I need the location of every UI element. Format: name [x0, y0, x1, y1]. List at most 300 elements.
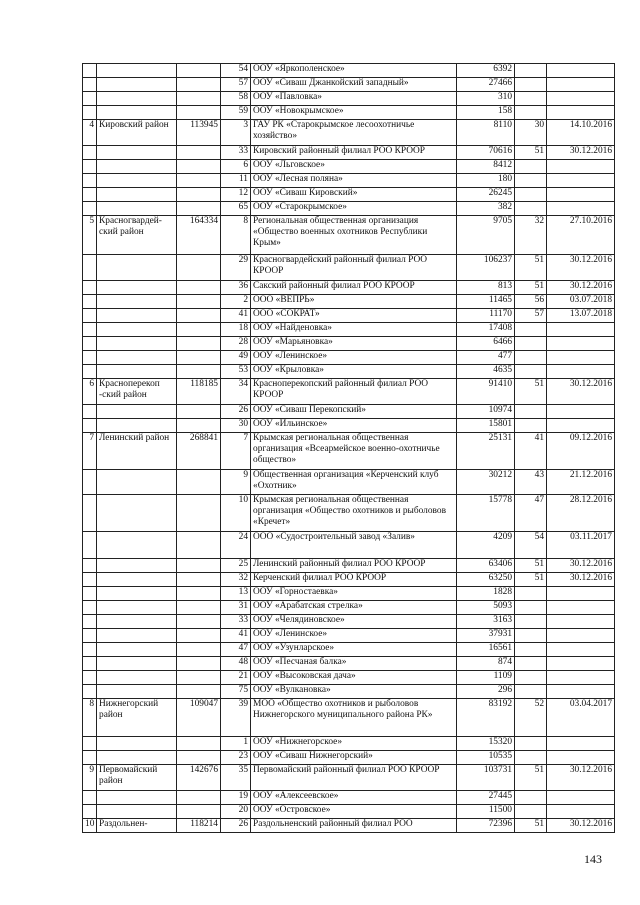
- area-cell: [177, 106, 221, 120]
- date-cell: 30.12.2016: [547, 379, 615, 405]
- row-number-cell: [83, 587, 97, 601]
- row-number-cell: [83, 495, 97, 532]
- district-cell: [97, 92, 177, 106]
- district-cell: [97, 629, 177, 643]
- code-cell: 53: [221, 365, 251, 379]
- agreement-number-cell: 51: [515, 255, 547, 281]
- area-cell: 142676: [177, 765, 221, 791]
- organization-cell: Общественная организация «Керченский клуб «Охотник»: [251, 470, 457, 495]
- code-cell: 13: [221, 587, 251, 601]
- table-row: [83, 587, 615, 601]
- date-cell: [547, 671, 615, 685]
- agreement-number-cell: 52: [515, 699, 547, 737]
- organization-cell: ООУ «Нижнегорское»: [251, 737, 457, 751]
- area-cell: [177, 587, 221, 601]
- agreement-number-cell: [515, 643, 547, 657]
- district-cell: [97, 601, 177, 615]
- row-number-cell: [83, 295, 97, 309]
- date-cell: 03.04.2017: [547, 699, 615, 737]
- district-cell: [97, 295, 177, 309]
- row-number-cell: [83, 255, 97, 281]
- row-number-cell: [83, 470, 97, 495]
- organization-cell: ООУ «Песчаная балка»: [251, 657, 457, 671]
- agreement-number-cell: [515, 323, 547, 337]
- agreement-number-cell: 41: [515, 433, 547, 470]
- agreement-number-cell: 51: [515, 819, 547, 833]
- organization-cell: ООУ «Сиваш Нижнегорский»: [251, 751, 457, 765]
- code-cell: 33: [221, 146, 251, 160]
- agreement-number-cell: [515, 751, 547, 765]
- agreement-number-cell: [515, 657, 547, 671]
- code-cell: 26: [221, 405, 251, 419]
- date-cell: [547, 92, 615, 106]
- organization-cell: ООУ «Узунларское»: [251, 643, 457, 657]
- organization-cell: ООУ «Горностаевка»: [251, 587, 457, 601]
- area-cell: [177, 281, 221, 295]
- area-cell: [177, 601, 221, 615]
- code-cell: 75: [221, 685, 251, 699]
- code-cell: 48: [221, 657, 251, 671]
- area-cell: 164334: [177, 216, 221, 255]
- table-row: [83, 532, 615, 559]
- area-cell: [177, 174, 221, 188]
- row-number-cell: 9: [83, 765, 97, 791]
- row-number-cell: [83, 615, 97, 629]
- area-cell: [177, 295, 221, 309]
- agreement-number-cell: [515, 337, 547, 351]
- district-cell: [97, 587, 177, 601]
- table-row: [83, 120, 615, 146]
- agreement-number-cell: [515, 791, 547, 805]
- code-cell: 34: [221, 379, 251, 405]
- table-row: [83, 202, 615, 216]
- hunting-area-value-cell: 477: [457, 351, 515, 365]
- agreement-number-cell: [515, 202, 547, 216]
- area-cell: [177, 573, 221, 587]
- area-cell: [177, 92, 221, 106]
- code-cell: 21: [221, 671, 251, 685]
- district-cell: [97, 281, 177, 295]
- hunting-area-value-cell: 63406: [457, 559, 515, 573]
- table-row: [83, 309, 615, 323]
- code-cell: 59: [221, 106, 251, 120]
- date-cell: 03.11.2017: [547, 532, 615, 559]
- code-cell: 57: [221, 78, 251, 92]
- date-cell: 13.07.2018: [547, 309, 615, 323]
- code-cell: 29: [221, 255, 251, 281]
- area-cell: [177, 365, 221, 379]
- date-cell: 14.10.2016: [547, 120, 615, 146]
- agreement-number-cell: 47: [515, 495, 547, 532]
- organization-cell: МОО «Общество охотников и рыболовов Нижнегорского муниципального района РК»: [251, 699, 457, 737]
- code-cell: 8: [221, 216, 251, 255]
- date-cell: [547, 106, 615, 120]
- hunting-area-value-cell: 91410: [457, 379, 515, 405]
- code-cell: 19: [221, 791, 251, 805]
- row-number-cell: [83, 146, 97, 160]
- area-cell: 118214: [177, 819, 221, 833]
- date-cell: 30.12.2016: [547, 765, 615, 791]
- hunting-area-value-cell: 17408: [457, 323, 515, 337]
- table-row: [83, 92, 615, 106]
- date-cell: [547, 805, 615, 819]
- area-cell: [177, 657, 221, 671]
- agreement-number-cell: [515, 805, 547, 819]
- organization-cell: Сакский районный филиал РОО КРООР: [251, 281, 457, 295]
- hunting-area-value-cell: 30212: [457, 470, 515, 495]
- area-cell: 118185: [177, 379, 221, 405]
- district-cell: Раздольнен-: [97, 819, 177, 833]
- table-row: [83, 629, 615, 643]
- row-number-cell: 5: [83, 216, 97, 255]
- organization-cell: ООУ «Лесная поляна»: [251, 174, 457, 188]
- district-cell: [97, 791, 177, 805]
- hunting-area-value-cell: 72396: [457, 819, 515, 833]
- agreement-number-cell: 51: [515, 379, 547, 405]
- agreement-number-cell: [515, 64, 547, 78]
- code-cell: 36: [221, 281, 251, 295]
- district-cell: [97, 202, 177, 216]
- organization-cell: ООУ «Сиваш Джанкойский западный»: [251, 78, 457, 92]
- organization-cell: Красногвардейский районный филиал РОО КРООР: [251, 255, 457, 281]
- agreement-number-cell: 51: [515, 765, 547, 791]
- organization-cell: Кировский районный филиал РОО КРООР: [251, 146, 457, 160]
- hunting-area-value-cell: 15778: [457, 495, 515, 532]
- area-cell: [177, 470, 221, 495]
- table-row: [83, 323, 615, 337]
- agreement-number-cell: [515, 92, 547, 106]
- row-number-cell: [83, 791, 97, 805]
- organization-cell: ООУ «Ильинское»: [251, 419, 457, 433]
- date-cell: 27.10.2016: [547, 216, 615, 255]
- row-number-cell: [83, 337, 97, 351]
- agreement-number-cell: 56: [515, 295, 547, 309]
- code-cell: 41: [221, 629, 251, 643]
- hunting-area-value-cell: 70616: [457, 146, 515, 160]
- date-cell: [547, 365, 615, 379]
- date-cell: [547, 657, 615, 671]
- district-cell: [97, 615, 177, 629]
- agreement-number-cell: 54: [515, 532, 547, 559]
- row-number-cell: [83, 78, 97, 92]
- area-cell: [177, 337, 221, 351]
- row-number-cell: [83, 532, 97, 559]
- table-row: [83, 671, 615, 685]
- table-row: [83, 64, 615, 78]
- code-cell: 12: [221, 188, 251, 202]
- organization-cell: ООО «ВЕПРЬ»: [251, 295, 457, 309]
- area-cell: [177, 146, 221, 160]
- area-cell: [177, 643, 221, 657]
- row-number-cell: [83, 671, 97, 685]
- row-number-cell: [83, 64, 97, 78]
- code-cell: 41: [221, 309, 251, 323]
- hunting-area-value-cell: 27445: [457, 791, 515, 805]
- area-cell: [177, 405, 221, 419]
- date-cell: [547, 751, 615, 765]
- district-cell: [97, 160, 177, 174]
- area-cell: [177, 78, 221, 92]
- organization-cell: ООУ «Павловка»: [251, 92, 457, 106]
- district-cell: Первомайский район: [97, 765, 177, 791]
- area-cell: [177, 255, 221, 281]
- date-cell: 30.12.2016: [547, 559, 615, 573]
- code-cell: 33: [221, 615, 251, 629]
- area-cell: [177, 160, 221, 174]
- district-cell: [97, 351, 177, 365]
- table-row: [83, 146, 615, 160]
- hunting-area-value-cell: 180: [457, 174, 515, 188]
- district-cell: [97, 365, 177, 379]
- agreement-number-cell: [515, 419, 547, 433]
- hunting-area-value-cell: 103731: [457, 765, 515, 791]
- area-cell: [177, 202, 221, 216]
- row-number-cell: [83, 805, 97, 819]
- hunting-area-value-cell: 9705: [457, 216, 515, 255]
- agreement-number-cell: 30: [515, 120, 547, 146]
- date-cell: 30.12.2016: [547, 255, 615, 281]
- area-cell: [177, 188, 221, 202]
- organization-cell: ООУ «Сиваш Кировский»: [251, 188, 457, 202]
- code-cell: 47: [221, 643, 251, 657]
- hunting-area-value-cell: 63250: [457, 573, 515, 587]
- table-row: [83, 188, 615, 202]
- table-row: [83, 216, 615, 255]
- area-cell: [177, 532, 221, 559]
- table-row: [83, 379, 615, 405]
- organization-cell: ООУ «Найденовка»: [251, 323, 457, 337]
- organization-cell: ООУ «Алексеевское»: [251, 791, 457, 805]
- code-cell: 20: [221, 805, 251, 819]
- code-cell: 49: [221, 351, 251, 365]
- district-cell: [97, 78, 177, 92]
- district-cell: Кировский район: [97, 120, 177, 146]
- row-number-cell: [83, 737, 97, 751]
- code-cell: 25: [221, 559, 251, 573]
- organization-cell: ГАУ РК «Старокрымское лесоохотничье хозяйство»: [251, 120, 457, 146]
- code-cell: 2: [221, 295, 251, 309]
- code-cell: 23: [221, 751, 251, 765]
- code-cell: 58: [221, 92, 251, 106]
- hunting-area-value-cell: 10974: [457, 405, 515, 419]
- agreement-number-cell: [515, 737, 547, 751]
- area-cell: [177, 685, 221, 699]
- code-cell: 10: [221, 495, 251, 532]
- table-row: [83, 405, 615, 419]
- area-cell: 113945: [177, 120, 221, 146]
- hunting-area-value-cell: 106237: [457, 255, 515, 281]
- date-cell: [547, 419, 615, 433]
- organization-cell: ООУ «Марьяновка»: [251, 337, 457, 351]
- organization-cell: Керченский филиал РОО КРООР: [251, 573, 457, 587]
- date-cell: [547, 791, 615, 805]
- agreement-number-cell: 51: [515, 559, 547, 573]
- agreement-number-cell: [515, 78, 547, 92]
- organization-cell: Крымская региональная общественная организация «Всеармейское военно-охотничье общество»: [251, 433, 457, 470]
- row-number-cell: [83, 160, 97, 174]
- hunting-area-value-cell: 15320: [457, 737, 515, 751]
- agreement-number-cell: [515, 615, 547, 629]
- date-cell: [547, 78, 615, 92]
- table-row: [83, 737, 615, 751]
- organization-cell: ООУ «Челядиновское»: [251, 615, 457, 629]
- hunting-grounds-table: [82, 63, 615, 833]
- agreement-number-cell: [515, 629, 547, 643]
- hunting-area-value-cell: 296: [457, 685, 515, 699]
- district-cell: [97, 64, 177, 78]
- hunting-area-value-cell: 83192: [457, 699, 515, 737]
- district-cell: [97, 671, 177, 685]
- code-cell: 18: [221, 323, 251, 337]
- row-number-cell: [83, 202, 97, 216]
- date-cell: [547, 615, 615, 629]
- area-cell: [177, 791, 221, 805]
- code-cell: 26: [221, 819, 251, 833]
- hunting-area-value-cell: 6392: [457, 64, 515, 78]
- area-cell: [177, 419, 221, 433]
- row-number-cell: [83, 351, 97, 365]
- district-cell: [97, 573, 177, 587]
- district-cell: [97, 532, 177, 559]
- district-cell: [97, 643, 177, 657]
- date-cell: 30.12.2016: [547, 573, 615, 587]
- table-row: [83, 699, 615, 737]
- row-number-cell: [83, 174, 97, 188]
- agreement-number-cell: [515, 405, 547, 419]
- table-row: [83, 751, 615, 765]
- district-cell: [97, 309, 177, 323]
- row-number-cell: [83, 685, 97, 699]
- code-cell: 7: [221, 433, 251, 470]
- agreement-number-cell: [515, 601, 547, 615]
- hunting-area-value-cell: 5093: [457, 601, 515, 615]
- agreement-number-cell: [515, 106, 547, 120]
- district-cell: [97, 805, 177, 819]
- district-cell: [97, 559, 177, 573]
- agreement-number-cell: [515, 188, 547, 202]
- organization-cell: Ленинский районный филиал РОО КРООР: [251, 559, 457, 573]
- hunting-area-value-cell: 27466: [457, 78, 515, 92]
- code-cell: 6: [221, 160, 251, 174]
- date-cell: [547, 685, 615, 699]
- code-cell: 24: [221, 532, 251, 559]
- district-cell: Ленинский район: [97, 433, 177, 470]
- date-cell: [547, 601, 615, 615]
- row-number-cell: [83, 643, 97, 657]
- organization-cell: ООУ «Яркополенское»: [251, 64, 457, 78]
- table-row: [83, 160, 615, 174]
- code-cell: 28: [221, 337, 251, 351]
- area-cell: [177, 495, 221, 532]
- agreement-number-cell: 32: [515, 216, 547, 255]
- hunting-area-value-cell: 3163: [457, 615, 515, 629]
- row-number-cell: 10: [83, 819, 97, 833]
- table-row: [83, 685, 615, 699]
- table-row: [83, 281, 615, 295]
- row-number-cell: 4: [83, 120, 97, 146]
- district-cell: [97, 657, 177, 671]
- row-number-cell: [83, 365, 97, 379]
- district-cell: [97, 495, 177, 532]
- date-cell: 03.07.2018: [547, 295, 615, 309]
- hunting-area-value-cell: 874: [457, 657, 515, 671]
- hunting-area-value-cell: 4209: [457, 532, 515, 559]
- table-row: [83, 174, 615, 188]
- district-cell: [97, 405, 177, 419]
- organization-cell: ООУ «Вулкановка»: [251, 685, 457, 699]
- row-number-cell: [83, 601, 97, 615]
- table-row: [83, 601, 615, 615]
- date-cell: [547, 405, 615, 419]
- hunting-area-value-cell: 8110: [457, 120, 515, 146]
- code-cell: 3: [221, 120, 251, 146]
- table-row: [83, 78, 615, 92]
- date-cell: [547, 174, 615, 188]
- row-number-cell: [83, 281, 97, 295]
- table-row: [83, 819, 615, 833]
- agreement-number-cell: [515, 365, 547, 379]
- row-number-cell: [83, 309, 97, 323]
- date-cell: 09.12.2016: [547, 433, 615, 470]
- organization-cell: Региональная общественная организация «Общество военных охотников Республики Крым»: [251, 216, 457, 255]
- table-row: [83, 337, 615, 351]
- agreement-number-cell: [515, 587, 547, 601]
- organization-cell: ООО «Судостроительный завод «Залив»: [251, 532, 457, 559]
- hunting-area-value-cell: 310: [457, 92, 515, 106]
- date-cell: [547, 587, 615, 601]
- code-cell: 1: [221, 737, 251, 751]
- hunting-area-value-cell: 11500: [457, 805, 515, 819]
- row-number-cell: 6: [83, 379, 97, 405]
- organization-cell: ООУ «Крыловка»: [251, 365, 457, 379]
- table-row: [83, 495, 615, 532]
- table-row: [83, 433, 615, 470]
- hunting-area-value-cell: 4635: [457, 365, 515, 379]
- hunting-area-value-cell: 26245: [457, 188, 515, 202]
- district-cell: [97, 337, 177, 351]
- table-row: [83, 419, 615, 433]
- date-cell: [547, 188, 615, 202]
- row-number-cell: [83, 751, 97, 765]
- organization-cell: ООУ «Арабатская стрелка»: [251, 601, 457, 615]
- date-cell: 21.12.2016: [547, 470, 615, 495]
- row-number-cell: [83, 657, 97, 671]
- agreement-number-cell: 51: [515, 281, 547, 295]
- table-row: [83, 791, 615, 805]
- agreement-number-cell: 51: [515, 146, 547, 160]
- agreement-number-cell: 57: [515, 309, 547, 323]
- code-cell: 65: [221, 202, 251, 216]
- page-number: 143: [584, 852, 602, 866]
- table-row: [83, 559, 615, 573]
- agreement-number-cell: [515, 174, 547, 188]
- row-number-cell: [83, 323, 97, 337]
- organization-cell: ООУ «Льговское»: [251, 160, 457, 174]
- row-number-cell: [83, 188, 97, 202]
- code-cell: 54: [221, 64, 251, 78]
- hunting-area-value-cell: 1828: [457, 587, 515, 601]
- hunting-area-value-cell: 15801: [457, 419, 515, 433]
- district-cell: [97, 737, 177, 751]
- district-cell: [97, 255, 177, 281]
- row-number-cell: [83, 573, 97, 587]
- organization-cell: ООО «СОКРАТ»: [251, 309, 457, 323]
- agreement-number-cell: [515, 160, 547, 174]
- hunting-area-value-cell: 37931: [457, 629, 515, 643]
- date-cell: [547, 202, 615, 216]
- organization-cell: ООУ «Ленинское»: [251, 351, 457, 365]
- table-row: [83, 615, 615, 629]
